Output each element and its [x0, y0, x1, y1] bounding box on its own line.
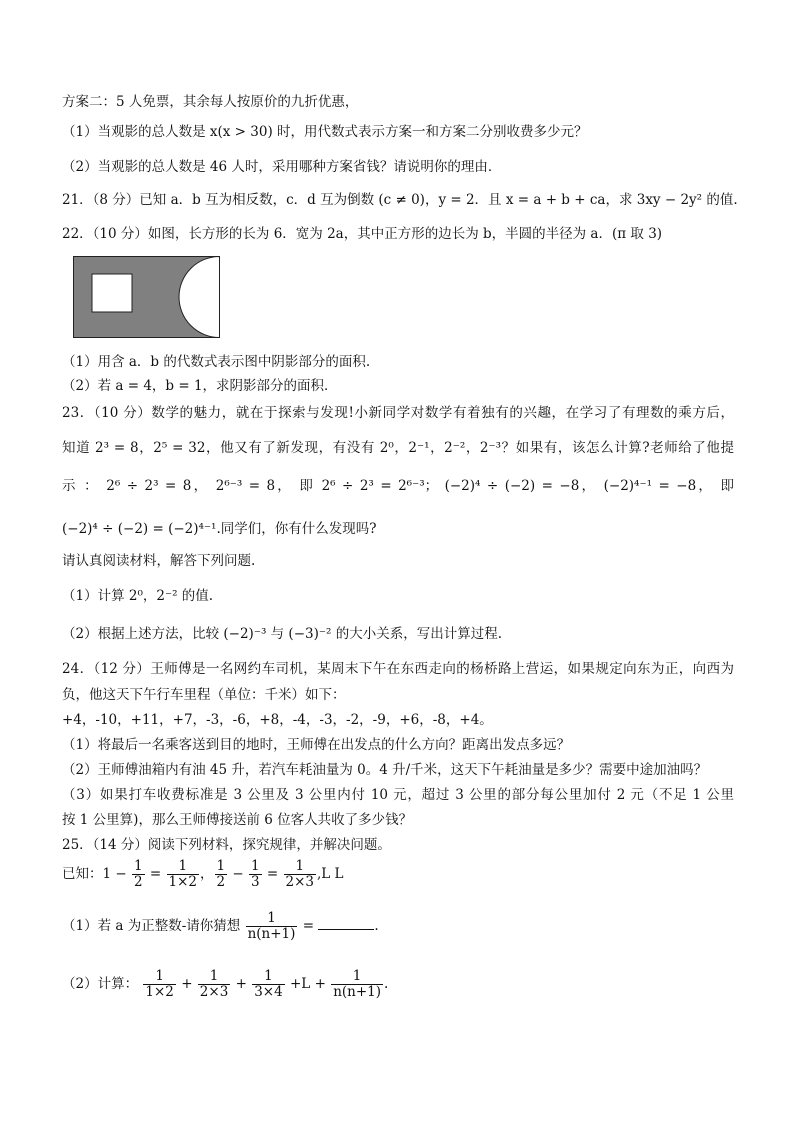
question-25: 25．（14 分）阅读下列材料，探究规律，并解决问题。 — [62, 837, 391, 853]
q24-part3-cont: 按 1 公里算)，那么王师傅接送前 6 位客人共收了多少钱？ — [62, 812, 413, 828]
mileage-list: +4，-10，+11，+7，-3，-6，+8，-4，-3，-2，-9，+6，-8，+4。 — [62, 712, 493, 728]
question-23-line2: 知道 2³ = 8，2⁵ = 32，他又有了新发现，有没有 2⁰，2⁻¹，2⁻²，2⁻³？如果有，该怎么计算?老师给了他提 — [62, 440, 734, 456]
fraction: $\frac{1}{n(n+1)}$ — [247, 910, 296, 942]
rectangle-figure — [73, 256, 223, 340]
q23-part1: （1）计算 2⁰，2⁻² 的值. — [62, 588, 214, 604]
known-prefix: 已知：1 − — [62, 866, 127, 882]
fraction: $\frac{1}{3}$ — [251, 858, 260, 890]
q22-part1: （1）用含 a．b 的代数式表示图中阴影部分的面积. — [62, 354, 371, 370]
question-22: 22．（10 分）如图，长方形的长为 6．宽为 2a，其中正方形的边长为 b，半圆的半径为 a．(π 取 3) — [62, 226, 663, 242]
inner-square — [92, 274, 132, 312]
question-24-line2: 负，他这天下午行车里程（单位：千米）如下： — [62, 687, 346, 703]
q20-part2: （2）当观影的总人数是 46 人时，采用哪种方案省钱？请说明你的理由． — [62, 159, 502, 175]
question-21: 21．（8 分）已知 a．b 互为相反数，c．d 互为倒数 (c ≠ 0)，y = 2．且 x = a + b + ca，求 3xy − 2y² 的值. — [62, 192, 738, 208]
question-24-intro: 24．（12 分）王师傅是一名网约车司机，某周末下午在东西走向的杨桥路上营运，如果规定向东为正，向西为 — [62, 661, 734, 677]
q25-part2: （2）计算： $\frac{1}{1\times 2}$ + $\frac{1}{2\times 3}$ + $\frac{1}{3\times 4}$ +L + $\frac{1}{n(n+1)}$ . — [62, 968, 389, 1000]
question-23-instruction: 请认真阅读材料，解答下列问题. — [62, 553, 256, 569]
question-23-line3: 示 ： 2⁶ ÷ 2³ = 8， 2⁶⁻³ = 8， 即 2⁶ ÷ 2³ = 2⁶⁻³； (−2)⁴ ÷ (−2) = −8， (−2)⁴⁻¹ = −8， 即 — [62, 478, 734, 494]
question-23-intro: 23．（10 分）数学的魅力，就在于探索与发现!小新同学对数学有着独有的兴趣，在学习了有理数的乘方后， — [62, 405, 734, 421]
q24-part1: （1）将最后一名乘客送到目的地时，王师傅在出发点的什么方向？距离出发点多远？ — [62, 737, 571, 753]
q23-part2: （2）根据上述方法，比较 (−2)⁻³ 与 (−3)⁻² 的大小关系，写出计算过程. — [62, 626, 502, 642]
q25-known-formula: 已知：1 − $\frac{1}{2}$ = $\frac{1}{1\times 2}$ ， $\frac{1}{2}$ − $\frac{1}{3}$ = $\frac{1}{2\times 3}$ ,L L — [62, 858, 344, 890]
fraction: $\frac{1}{3\times 4}$ — [254, 968, 283, 1000]
fraction: $\frac{1}{n(n+1)}$ — [333, 968, 382, 1000]
question-23-line4: (−2)⁴ ÷ (−2) = (−2)⁴⁻¹.同学们，你有什么发现吗? — [62, 521, 377, 537]
fraction: $\frac{1}{1\times 2}$ — [168, 858, 197, 890]
fraction: $\frac{1}{2}$ — [216, 858, 226, 890]
q24-part3: （3）如果打车收费标准是 3 公里及 3 公里内付 10 元，超过 3 公里的部分每公里加付 2 元（不足 1 公里 — [62, 787, 734, 803]
fraction: $\frac{1}{2\times 3}$ — [199, 968, 229, 1000]
q25-part1: （1）若 a 为正整数-请你猜想 $\frac{1}{n(n+1)}$ = . — [62, 910, 379, 942]
q20-part1: （1）当观影的总人数是 x(x > 30) 时，用代数式表示方案一和方案二分别收费多少元？ — [62, 124, 588, 140]
fraction: $\frac{1}{2}$ — [134, 858, 143, 890]
scheme-two-text: 方案二：5 人免票，其余每人按原价的九折优惠， — [62, 94, 359, 110]
answer-blank[interactable] — [318, 915, 374, 930]
fraction: $\frac{1}{2\times 3}$ — [285, 858, 314, 890]
fraction: $\frac{1}{1\times 2}$ — [145, 968, 174, 1000]
q24-part2: （2）王师傅油箱内有油 45 升，若汽车耗油量为 0。4 升/千米，这天下午耗油量是多少？需要中途加油吗？ — [62, 762, 708, 778]
q22-part2: （2）若 a = 4，b = 1，求阴影部分的面积． — [62, 378, 338, 394]
